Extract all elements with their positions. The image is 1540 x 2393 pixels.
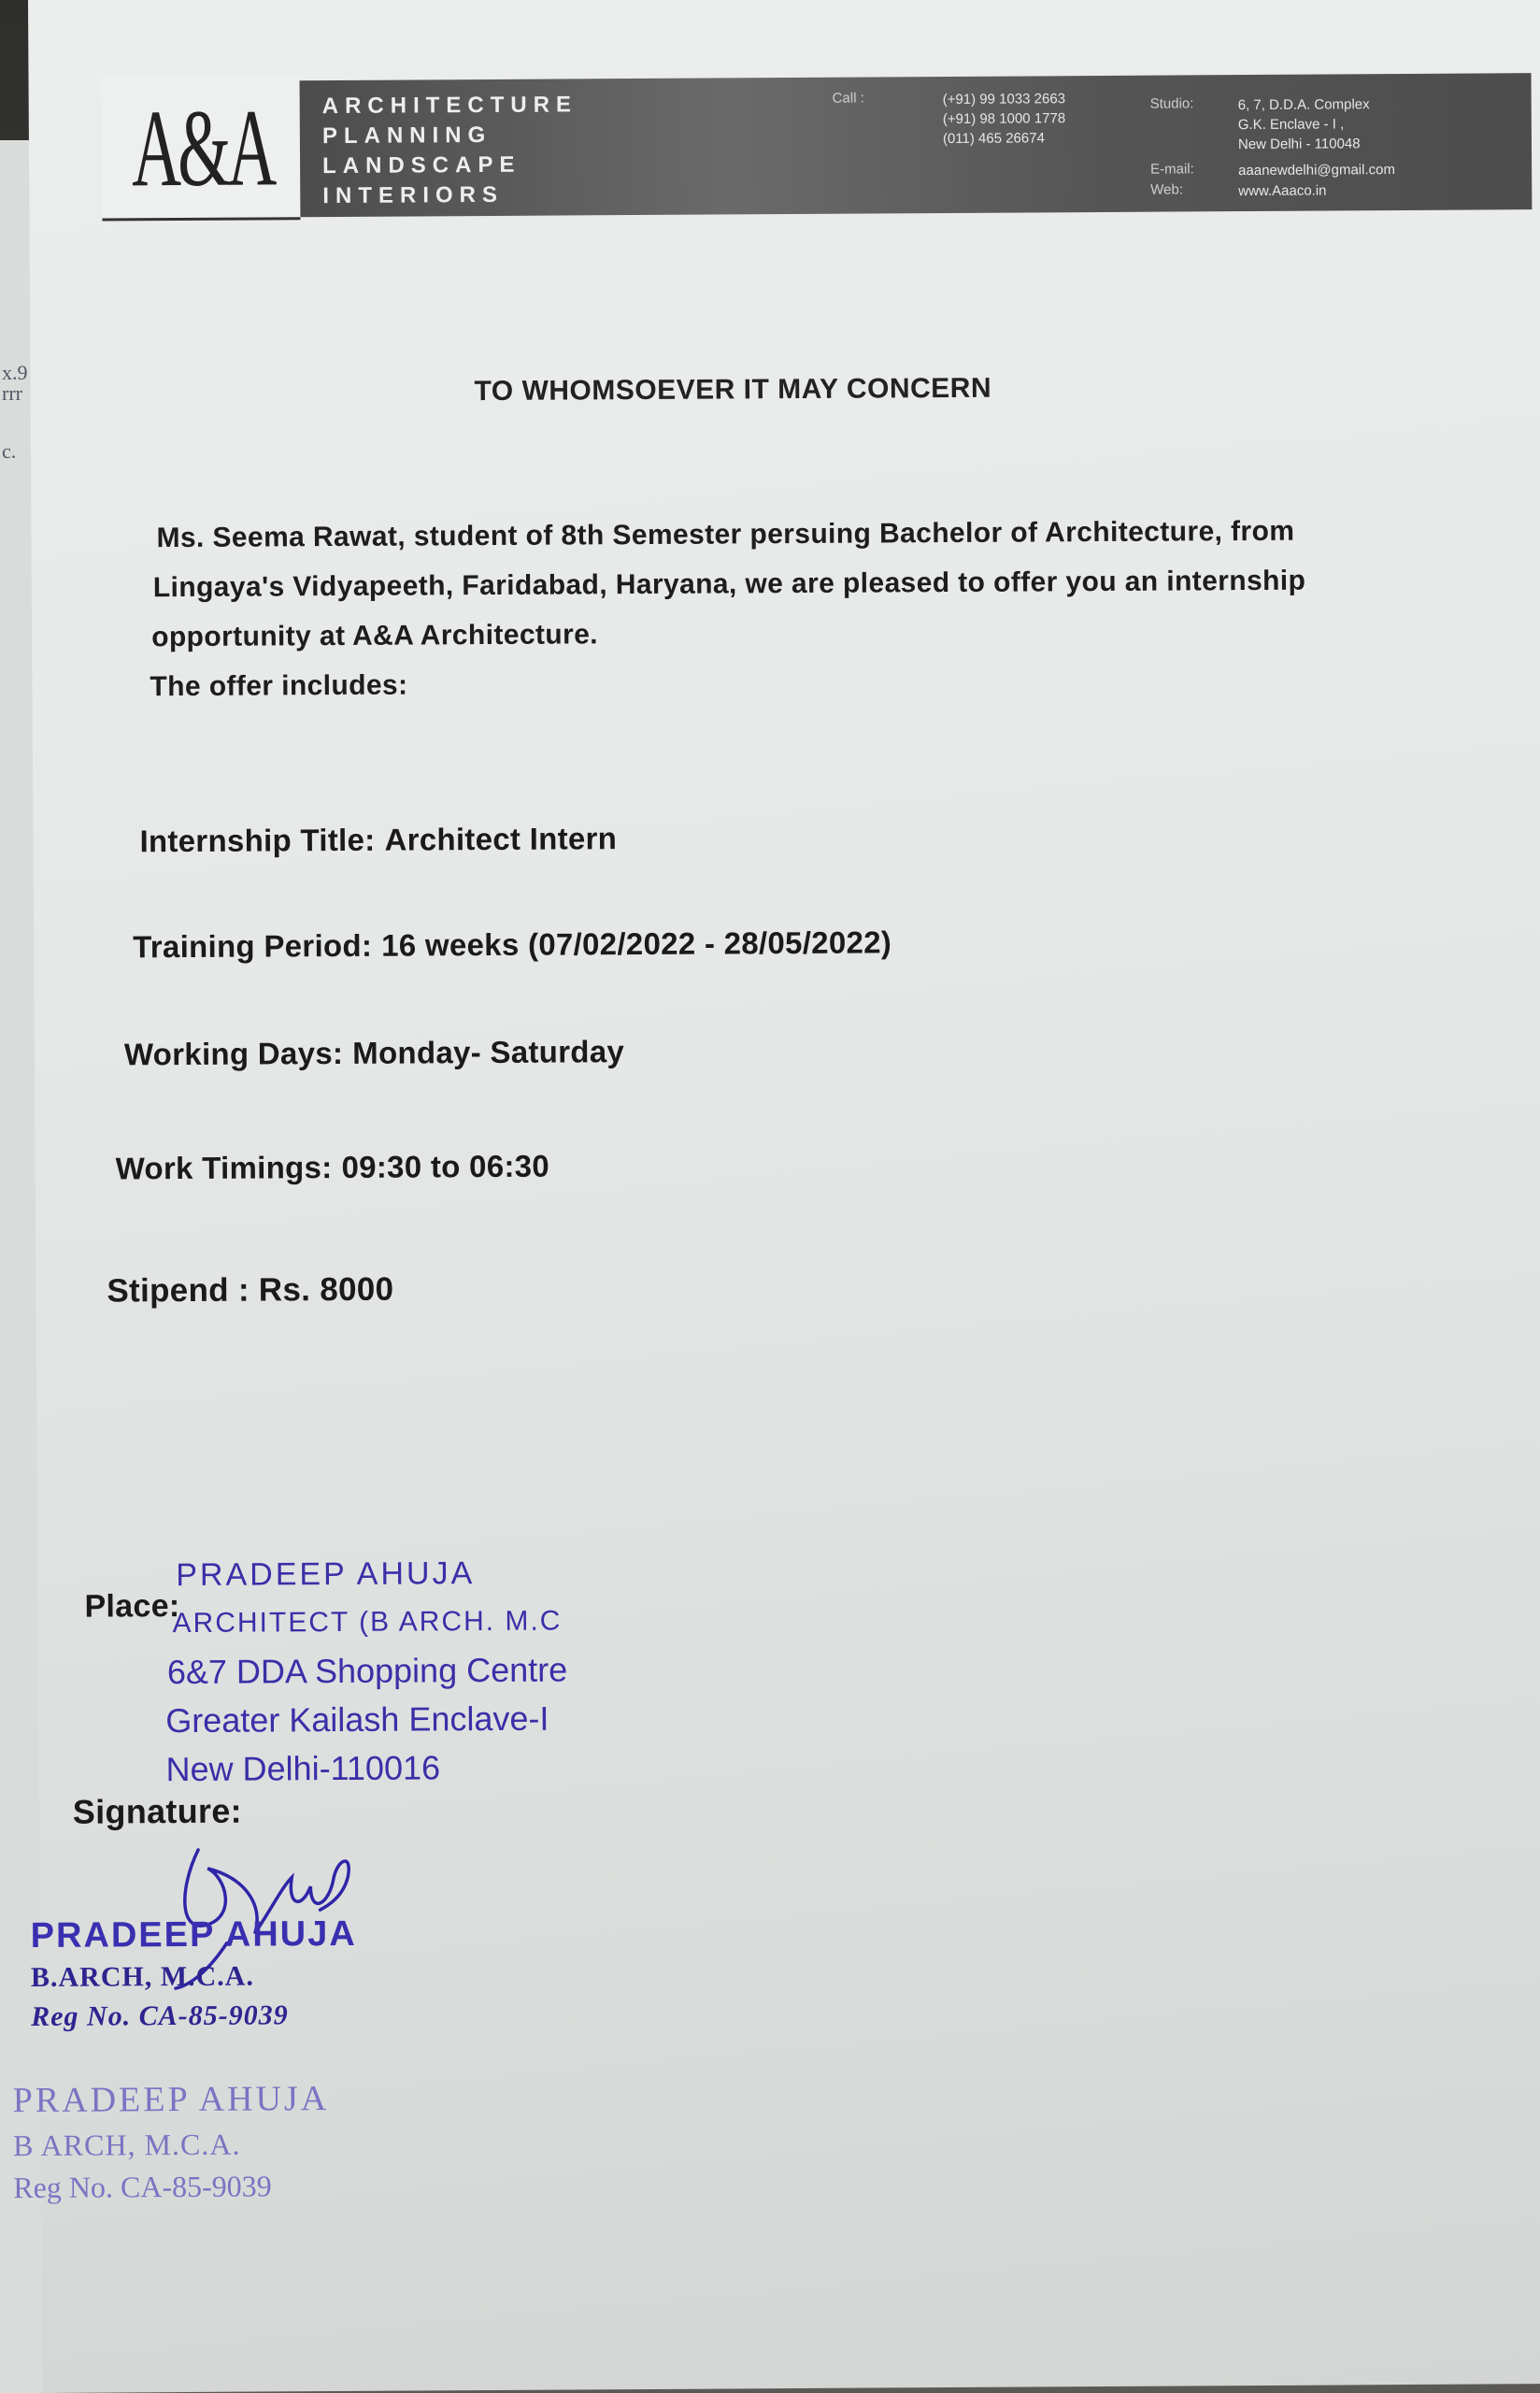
address-stamp-line: ARCHITECT (B ARCH. M.C [172,1605,563,1640]
service-landscape: LANDSCAPE [322,151,521,179]
document-title: TO WHOMSOEVER IT MAY CONCERN [474,372,992,408]
signature-stamp-reg: Reg No. CA-85-9039 [31,1999,289,2033]
field-value: 09:30 to 06:30 [341,1148,550,1184]
field-label: Training Period: [133,927,373,965]
signature-stamp-name: PRADEEP AHUJA [30,1913,357,1956]
company-logo: A&A [131,86,274,210]
body-line-1: Ms. Seema Rawat, student of 8th Semester persuing Bachelor of Architecture, from [156,515,1295,554]
phone-list [943,89,1066,149]
field-value: 16 weeks (07/02/2022 - 28/05/2022) [381,924,892,963]
signature-label: Signature: [72,1791,242,1831]
service-interiors: INTERIORS [322,181,505,209]
logo-box [101,75,300,221]
field-label: Work Timings: [115,1150,333,1186]
field-value: Rs. 8000 [258,1270,394,1309]
signature-stamp-degree: B.ARCH, M.C.A. [30,1960,255,1994]
signature-stamp [31,1914,358,2033]
under-mark: c. [2,439,17,463]
studio-address-line: New Delhi - 110048 [1237,136,1361,153]
field-label: Internship Title: [139,822,376,859]
faded-stamp-reg: Reg No. CA-85-9039 [13,2169,272,2205]
address-stamp [165,1549,568,1795]
under-mark: rrr [2,381,22,405]
studio-address-line: 6, 7, D.D.A. Complex [1237,96,1370,114]
studio-label: Studio: [1149,95,1194,112]
field-stipend [107,1271,393,1311]
letterhead-band [300,73,1533,217]
body-line-2: Lingaya's Vidyapeeth, Faridabad, Haryana, we are pleased to offer you an internship [152,565,1306,604]
address-stamp-line: New Delhi-110016 [165,1748,441,1789]
phone-1: (+91) 99 1033 2663 [942,91,1066,108]
field-label: Working Days: [123,1035,344,1072]
faded-stamp-degree: B ARCH, M.C.A. [12,2127,241,2163]
web-label: Web: [1150,181,1184,198]
place-label: Place: [84,1588,180,1625]
field-value: Monday- Saturday [352,1034,625,1070]
service-architecture: ARCHITECTURE [321,92,578,120]
studio-address-line: G.K. Enclave - I , [1237,116,1345,134]
field-label: Stipend : [107,1271,250,1310]
field-internship-title [139,821,617,859]
service-planning: PLANNING [321,122,492,150]
address-stamp-line: Greater Kailash Enclave-I [165,1698,549,1741]
field-working-days [124,1034,624,1072]
address-stamp-line: PRADEEP AHUJA [176,1555,476,1594]
email-value: aaanewdelhi@gmail.com [1238,162,1396,179]
web-value: www.Aaaco.in [1238,182,1327,200]
phone-3: (011) 465 26674 [942,130,1045,148]
field-training-period [133,924,891,965]
body-line-4: The offer includes: [150,669,408,703]
faded-stamp-name: PRADEEP AHUJA [12,2079,330,2121]
letterhead [101,67,1532,223]
field-work-timings [116,1149,550,1187]
field-value: Architect Intern [384,821,618,857]
underlying-sheet-marks [2,363,28,462]
call-label: Call : [832,90,864,107]
email-label: E-mail: [1150,161,1194,178]
under-mark: x.9 [2,361,28,384]
studio-address [1238,94,1370,154]
faded-stamp [13,2078,330,2205]
phone-2: (+91) 98 1000 1778 [942,110,1066,128]
address-stamp-line: 6&7 DDA Shopping Centre [166,1650,568,1692]
body-line-3: opportunity at A&A Architecture. [151,619,599,653]
